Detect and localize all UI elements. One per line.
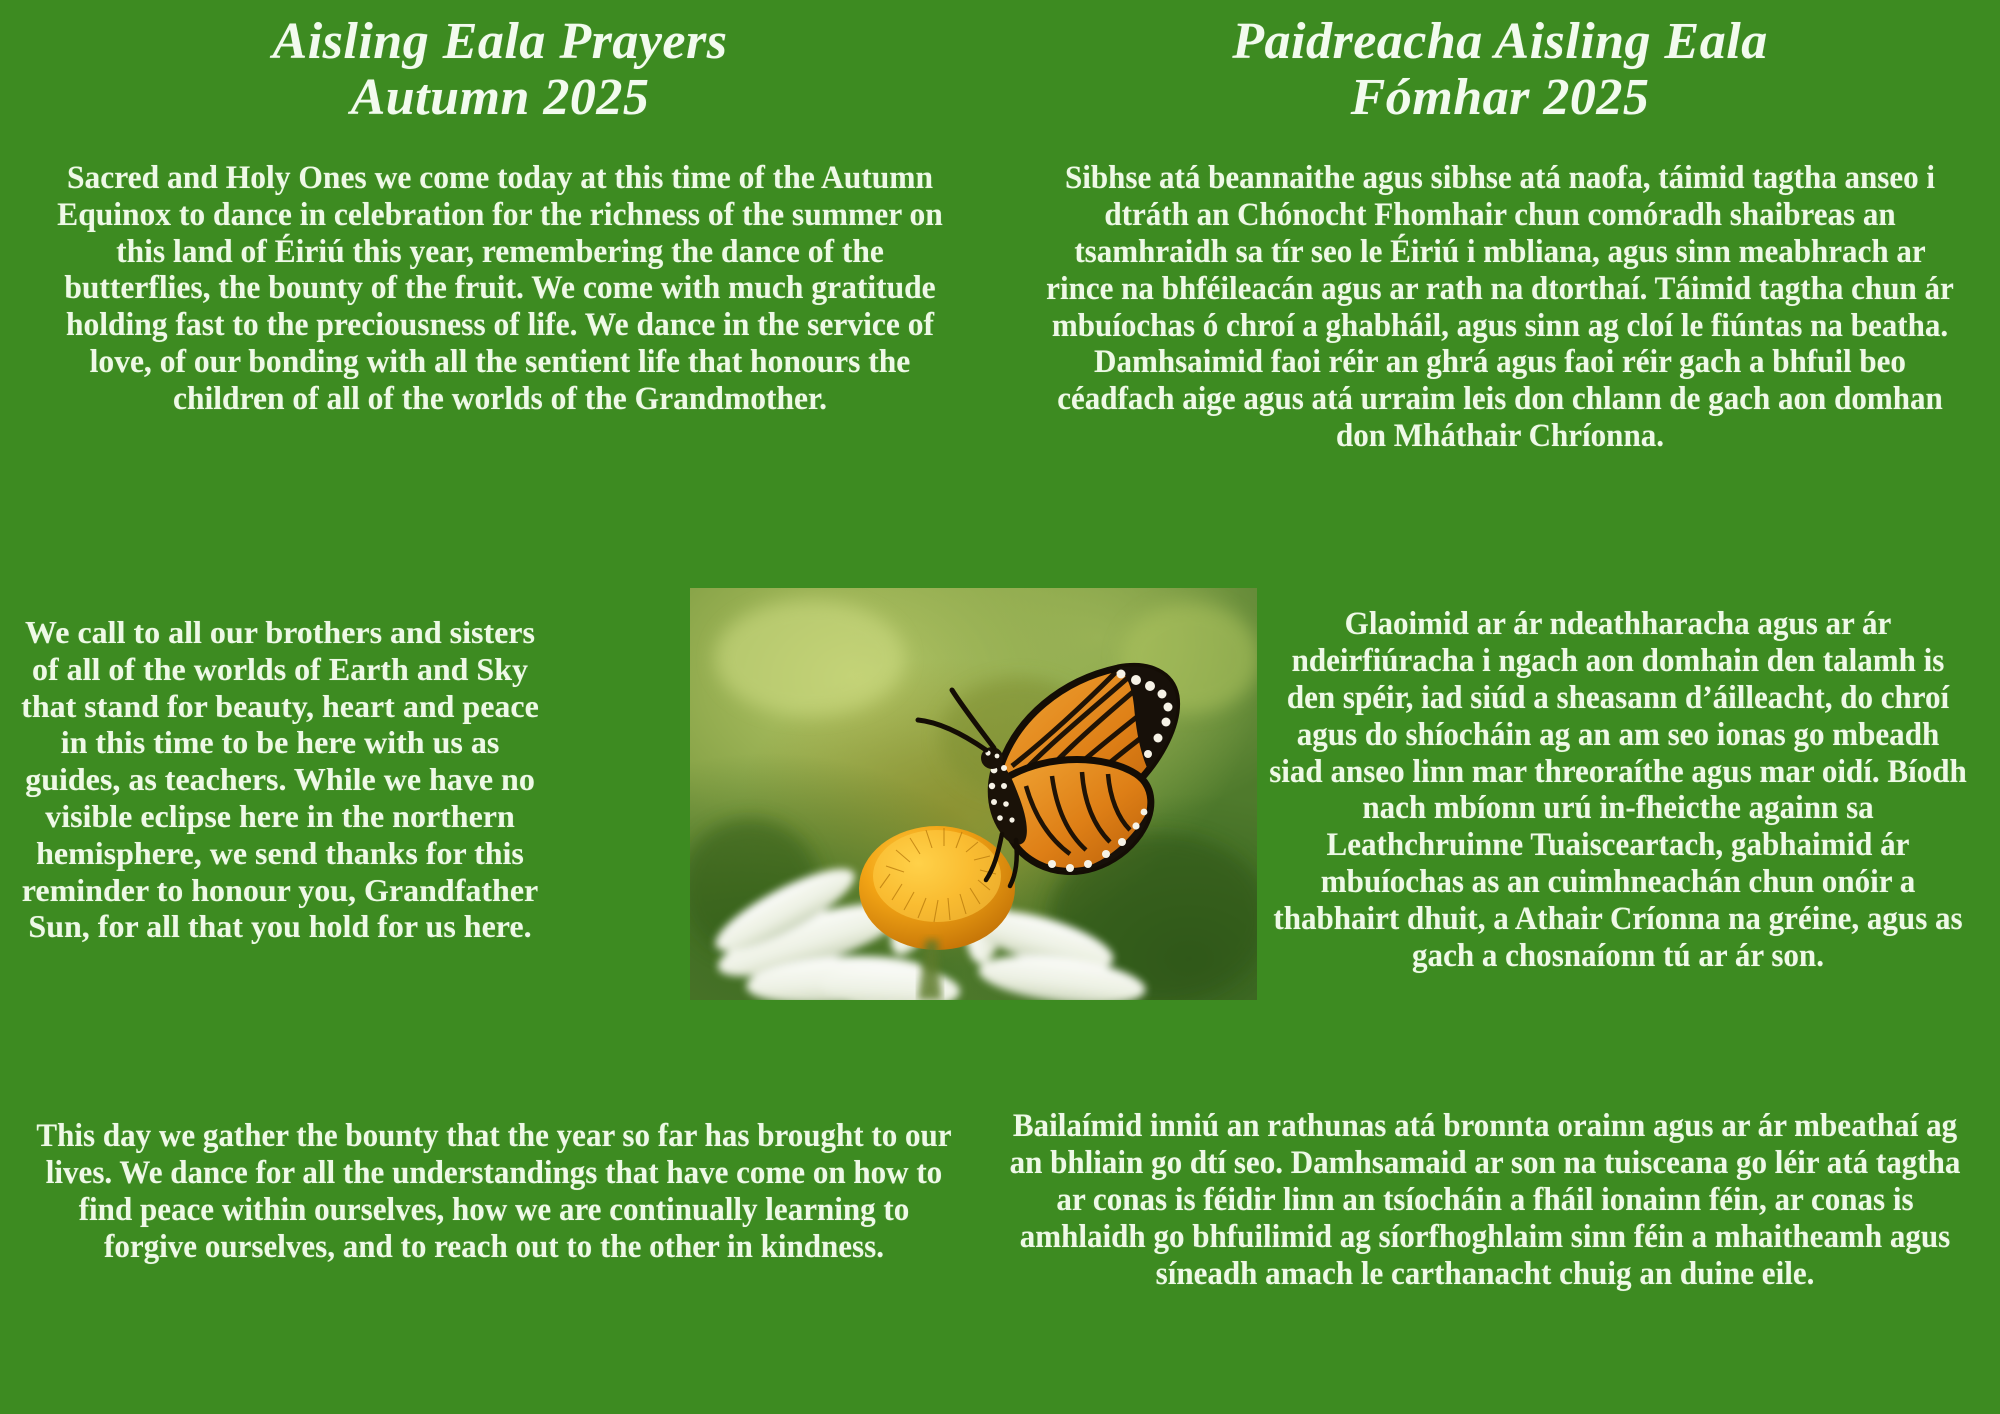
irish-title <box>1018 0 1982 126</box>
english-title-line-1: Aisling Eala Prayers <box>272 13 728 70</box>
butterfly-photo <box>690 588 1257 1000</box>
irish-paragraph-2: Glaoimid ar ár ndeathharacha agus ar ár ndeirfiúracha i ngach aon domhain den talamh is den spéir, iad siúd a sheasann d’áilleacht, do chroí agus do shíocháin ag an am seo ionas go mbeadh siad anseo linn mar threoraíthe agus mar oidí. Bíodh nach mbíonn urú in-fheicthe againn sa Leathchruinne Tuaisceartach, gabhaimid ár mbuíochas as an cuimhneachán chun onóir a thabhairt dhuit, a Athair Críonna na gréine, agus as gach a chosnaíonn tú ar ár son. <box>1269 606 1967 974</box>
english-title-line-2: Autumn 2025 <box>350 69 650 127</box>
english-paragraph-1: Sacred and Holy Ones we come today at this time of the Autumn Equinox to dance in celebration for the richness of the summer on this land of Éiriú this year, remembering the dance of the butterflies, the bounty of the fruit. We come with much gratitude holding fast to the preciousness of life. We dance in the service of love, of our bonding with all the sentient life that honours the children of all of the worlds of the Grandmother. <box>57 160 943 417</box>
irish-title-line-2: Fómhar 2025 <box>1350 69 1650 127</box>
english-paragraph-3: This day we gather the bounty that the year so far has brought to our lives. We dance for all the understandings that have come on how to find peace within ourselves, how we are continually learning to forgive ourselves, and to reach out to the other in kindness. <box>36 1118 952 1265</box>
english-paragraph-2: We call to all our brothers and sisters of all of the worlds of Earth and Sky that stand for beauty, heart and peace in this time to be here with us as guides, as teachers. While we have no visible eclipse here in the northern hemisphere, we send thanks for this reminder to honour you, Grandfather Sun, for all that you hold for us here. <box>21 614 539 945</box>
irish-title-line-1: Paidreacha Aisling Eala <box>1232 13 1768 70</box>
english-title <box>18 0 982 126</box>
irish-paragraph-1: Sibhse atá beannaithe agus sibhse atá naofa, táimid tagtha anseo i dtráth an Chónocht Fhomhair chun comóradh shaibreas an tsamhraidh sa tír seo le Éiriú i mbliana, agus sinn meabhrach ar rince na bhféileacán agus ar rath na dtorthaí. Táimid tagtha chun ár mbuíochas ó chroí a ghabháil, agus sinn ag cloí le fiúntas na beatha. Damhsaimid faoi réir an ghrá agus faoi réir gach a bhfuil beo céadfach aige agus atá urraim leis don chlann de gach aon domhan don Mháthair Chríonna. <box>1046 160 1954 455</box>
irish-paragraph-3: Bailaímid inniú an rathunas atá bronnta orainn agus ar ár mbeathaí ag an bhliain go dtí seo. Damhsamaid ar son na tuisceana go léir atá tagtha ar conas is féidir linn an tsíocháin a fháil ionainn féin, ar conas is amhlaidh go bhfuilimid ag síorfhoghlaim sinn féin a mhaitheamh agus síneadh amach le carthanacht chuig an duine eile. <box>1009 1108 1961 1292</box>
